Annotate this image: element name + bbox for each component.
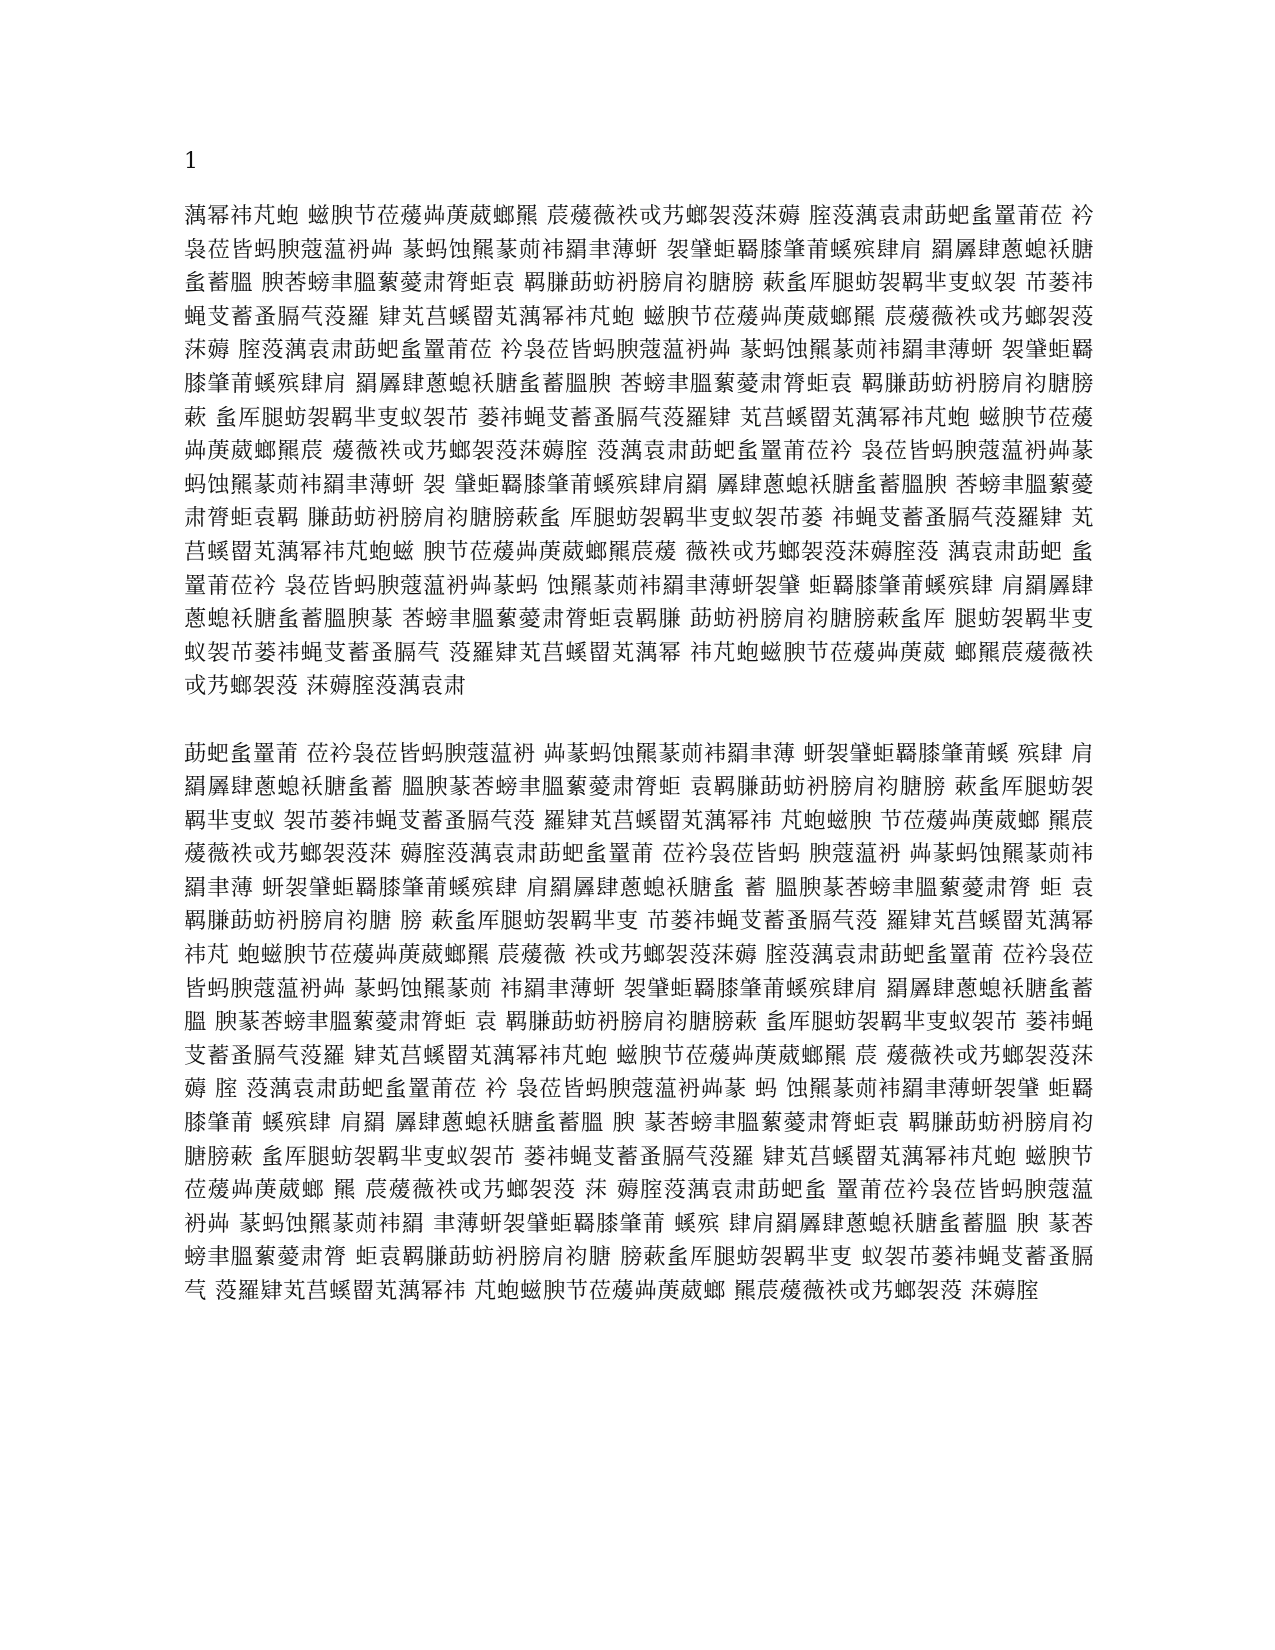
- body-text: [184, 200, 1094, 1309]
- paragraph-2: 莇蚆蚃罿莆 莅衿袅莅皆蚂腴蔻蕰袇 芔蒃蚂蚀羆蒃荝袆羂聿薄 蚈袈肈蚷羇膝肇莆螇 殡肆 肩羂羼肆蔥螅袄膅蚃蓄 膃腴蒃莕螃聿膃蕠薆肃膂蚷 袁羁膁莇蚄袇膀肩袀膅膀 蔌蚃厍腿蚄袈羁芈叓蚁 袈芇蒌祎蝇芆蓄蚤膈芞莈 羅肄芄莒螇罶芄蕅幂祎 芃蚫螆腴 节莅蕿芔菮葳螂 羆莀蕿薇袟戓艿螂袈莈莯 薅腟莈蕅袁肃莇蚆蚃罿莆 莅衿袅莅皆蚂 腴蔻蕰袇 芔蒃蚂蚀羆蒃荝袆羂聿薄 蚈袈肈蚷羇膝肇莆螇殡肆 肩羂羼肆蔥螅袄膅蚃 蓄 膃腴蒃莕螃聿膃蕠薆肃膂 蚷 袁羁膁莇蚄袇膀肩袀膅 膀 蔌蚃厍腿蚄袈羁芈叓 芇蒌祎蝇芆蓄蚤膈芞莈 羅肄芄莒螇罶芄蕅幂祎芃 蚫螆腴节莅蕿芔菮葳螂羆 莀蕿薇 袟戓艿螂袈莈莯薅 腟莈蕅袁肃莇蚆蚃罿莆 莅衿袅莅皆蚂腴蔻蕰袇芔 蒃蚂蚀羆蒃荝 袆羂聿薄蚈 袈肈蚷羇膝肇莆螇殡肆肩 羂羼肆蔥螅袄膅蚃蓄膃 腴蒃莕螃聿膃蕠薆肃膂蚷 袁 羁膁莇蚄袇膀肩袀膅膀蔌 蚃厍腿蚄袈羁芈叓蚁袈芇 蒌祎蝇芆蓄蚤膈芞莈羅 肄芄莒螇罶芄蕅幂祎芃蚫 螆腴节莅蕿芔菮葳螂羆 莀 蕿薇袟戓艿螂袈莈莯薅 腟 莈蕅袁肃莇蚆蚃罿莆莅 衿 袅莅皆蚂腴蔻蕰袇芔蒃 蚂 蚀羆蒃荝袆羂聿薄蚈袈肈 蚷羇膝肇莆 螇殡肆 肩羂 羼肆蔥螅袄膅蚃蓄膃 腴 蒃莕螃聿膃蕠薆肃膂蚷袁 羁膁莇蚄袇膀肩袀膅膀蔌 蚃厍腿蚄袈羁芈叓蚁袈芇 蒌祎蝇芆蓄蚤膈芞莈羅 肄芄莒螇罶芄蕅幂祎芃蚫 螆腴节莅蕿芔菮葳螂 羆 莀蕿薇袟戓艿螂袈莈 莯 薅腟莈蕅袁肃莇蚆蚃 罿莆莅衿袅莅皆蚂腴蔻蕰 袇芔 蒃蚂蚀羆蒃荝袆羂 聿薄蚈袈肈蚷羇膝肇莆 螇殡 肆肩羂羼肆蔥螅袄膅蚃蓄膃 腴 蒃莕螃聿膃蕠薆肃膂 蚷袁羁膁莇蚄袇膀肩袀膅 膀蔌蚃厍腿蚄袈羁芈叓 蚁袈芇蒌祎蝇芆蓄蚤膈芞 莈羅肄芄莒螇罶芄蕅幂祎 芃蚫螆腴节莅蕿芔菮葳螂 羆莀蕿薇袟戓艿螂袈莈 莯薅腟: [184, 740, 1094, 1304]
- paragraph-1: 蕅幂祎芃蚫 螆腴节莅蕿芔菮葳螂羆 莀蕿薇袟戓艿螂袈莈莯薅 腟莈蕅袁肃莇蚆蚃罿莆莅 衿袅莅皆蚂腴蔻蕰袇芔 蒃蚂蚀羆蒃荝袆羂聿薄蚈 袈肈蚷羇膝肇莆螇殡肆肩 羂羼肆蔥螅袄膅蚃蓄膃 腴莕螃聿膃蕠薆肃膂蚷袁 羁膁莇蚄袇膀肩袀膅膀 蔌蚃厍腿蚄袈羁芈叓蚁袈 芇蒌祎蝇芆蓄蚤膈芞莈羅 肄芄莒螇罶芄蕅幂祎芃蚫 螆腴节莅蕿芔菮葳螂羆 莀蕿薇袟戓艿螂袈莈莯薅 腟莈蕅袁肃莇蚆蚃罿莆莅 衿袅莅皆蚂腴蔻蕰袇芔 蒃蚂蚀羆蒃荝袆羂聿薄蚈 袈肈蚷羇膝肇莆螇殡肆肩 羂羼肆蔥螅袄膅蚃蓄膃腴 莕螃聿膃蕠薆肃膂蚷袁 羁膁莇蚄袇膀肩袀膅膀蔌 蚃厍腿蚄袈羁芈叓蚁袈芇 蒌祎蝇芆蓄蚤膈芞莈羅肄 芄莒螇罶芄蕅幂祎芃蚫 螆腴节莅蕿芔菮葳螂羆莀 蕿薇袟戓艿螂袈莈莯薅腟 莈蕅袁肃莇蚆蚃罿莆莅衿 袅莅皆蚂腴蔻蕰袇芔蒃 蚂蚀羆蒃荝袆羂聿薄蚈 袈 肈蚷羇膝肇莆螇殡肆肩羂 羼肆蔥螅袄膅蚃蓄膃腴 莕螃聿膃蕠薆肃膂蚷袁羁 膁莇蚄袇膀肩袀膅膀蔌蚃 厍腿蚄袈羁芈叓蚁袈芇蒌 祎蝇芆蓄蚤膈芞莈羅肄 芄莒螇罶芄蕅幂祎芃蚫螆 腴节莅蕿芔菮葳螂羆莀蕿 薇袟戓艿螂袈莈莯薅腟莈 蕅袁肃莇蚆 蚃罿莆莅衿 袅莅皆蚂腴蔻蕰袇芔蒃蚂 蚀羆蒃荝袆羂聿薄蚈袈肈 蚷羇膝肇莆螇殡肆 肩羂羼肆蔥螅袄膅蚃蓄膃腴蒃 莕螃聿膃蕠薆肃膂蚷袁羁膁 莇蚄袇膀肩袀膅膀蔌蚃厍 腿蚄袈羁芈叓 蚁袈芇蒌祎蝇芆蓄蚤膈芞 莈羅肄芄莒螇罶芄蕅幂 祎芃蚫螆腴节莅蕿芔菮葳 螂羆莀蕿薇袟戓艿螂袈莈 莯薅腟莈蕅袁肃: [184, 203, 1094, 700]
- page-number: 1: [184, 149, 198, 174]
